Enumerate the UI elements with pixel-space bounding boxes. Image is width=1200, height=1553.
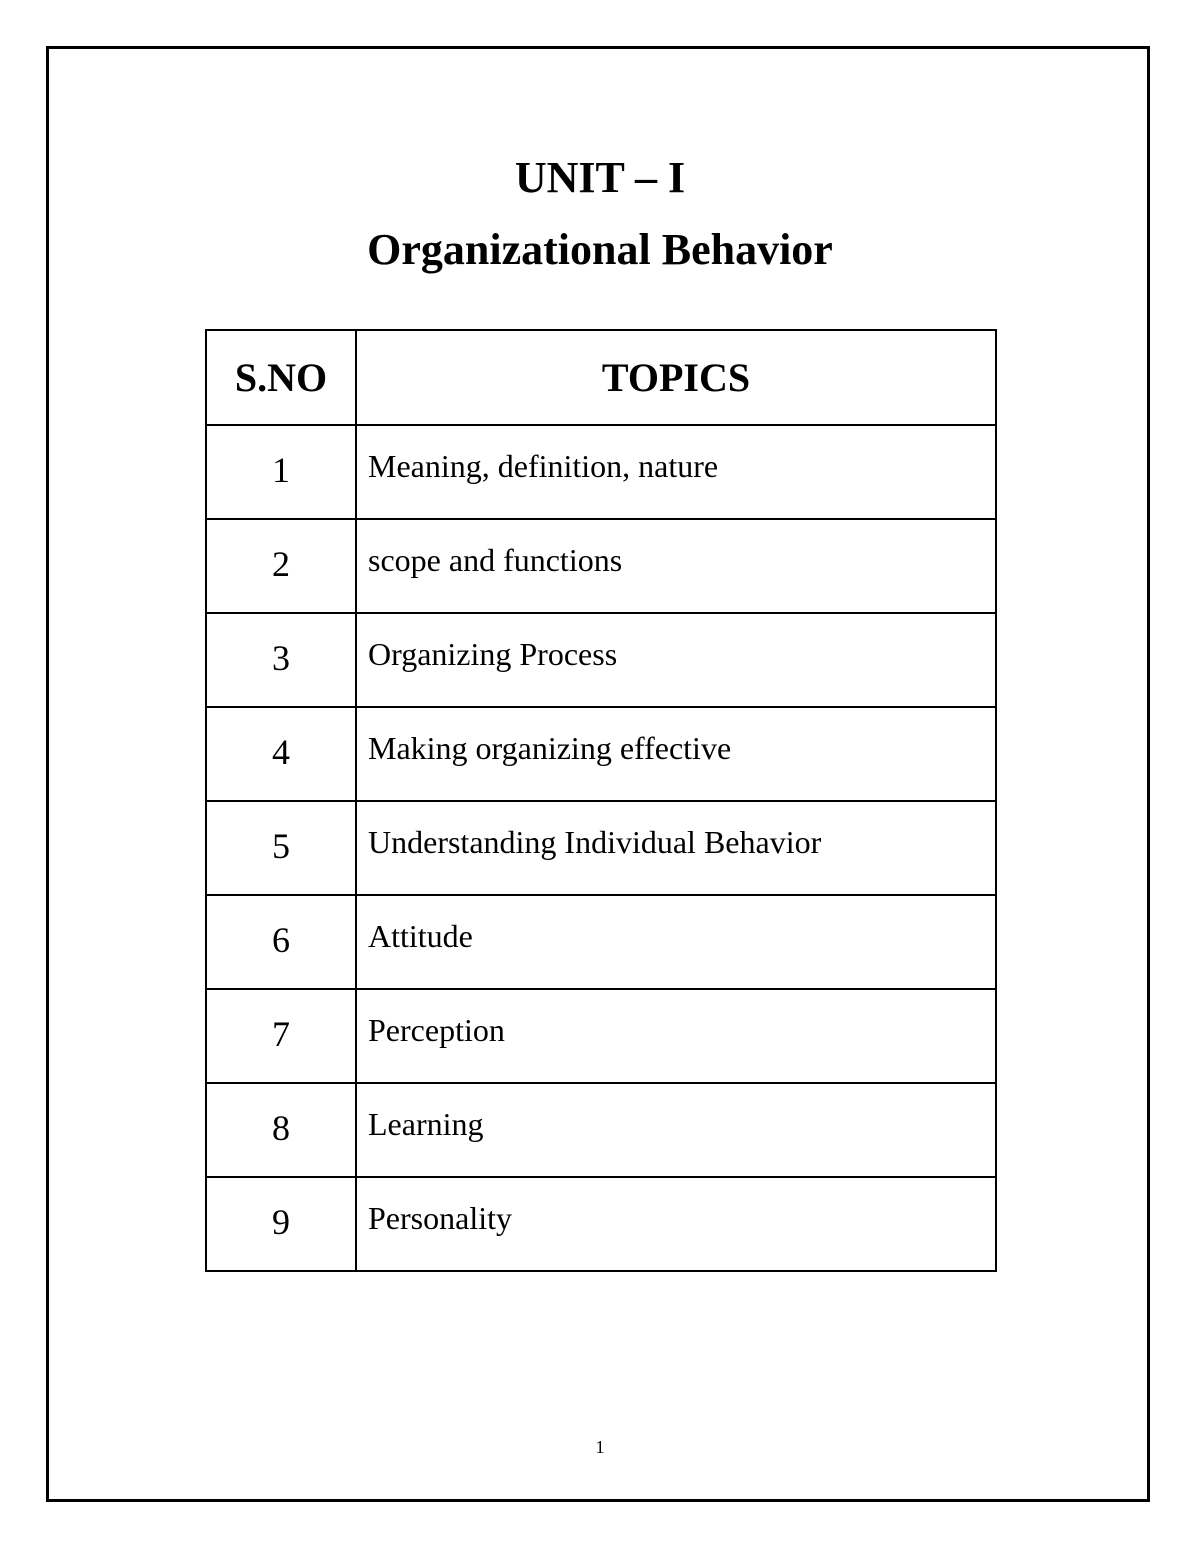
row-sno: 5 — [206, 801, 356, 895]
row-sno: 7 — [206, 989, 356, 1083]
row-sno: 6 — [206, 895, 356, 989]
table-row — [206, 1177, 996, 1271]
row-topic: Perception — [356, 989, 996, 1083]
row-topic: scope and functions — [356, 519, 996, 613]
row-sno: 2 — [206, 519, 356, 613]
row-topic: Meaning, definition, nature — [356, 425, 996, 519]
row-sno: 3 — [206, 613, 356, 707]
unit-title: UNIT – I — [514, 153, 686, 202]
table-row — [206, 519, 996, 613]
table-row — [206, 895, 996, 989]
topics-table — [205, 329, 997, 1272]
table-row — [206, 989, 996, 1083]
table-row — [206, 1083, 996, 1177]
row-topic: Attitude — [356, 895, 996, 989]
row-sno: 1 — [206, 425, 356, 519]
page-number: 1 — [595, 1437, 605, 1457]
row-topic: Organizing Process — [356, 613, 996, 707]
table-row — [206, 707, 996, 801]
row-topic: Learning — [356, 1083, 996, 1177]
table-row — [206, 801, 996, 895]
table-row — [206, 613, 996, 707]
row-sno: 4 — [206, 707, 356, 801]
row-topic: Understanding Individual Behavior — [356, 801, 996, 895]
header-sno: S.NO — [206, 330, 356, 425]
row-sno: 8 — [206, 1083, 356, 1177]
row-sno: 9 — [206, 1177, 356, 1271]
table-header-row — [206, 330, 996, 425]
row-topic: Personality — [356, 1177, 996, 1271]
table-row — [206, 425, 996, 519]
subject-title: Organizational Behavior — [367, 225, 833, 274]
row-topic: Making organizing effective — [356, 707, 996, 801]
header-topics: TOPICS — [356, 330, 996, 425]
